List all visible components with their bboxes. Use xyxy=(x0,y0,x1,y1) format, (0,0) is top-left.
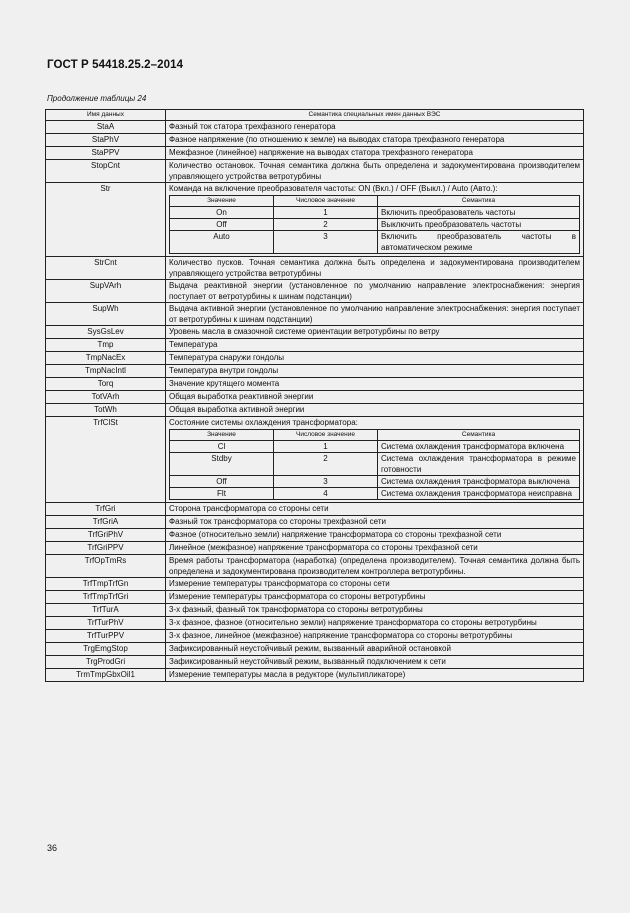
semantics-text: 3-х фазный, фазный ток трансформатора со стороны ветротурбины xyxy=(169,605,423,614)
data-name-cell: SupVArh xyxy=(46,280,166,303)
data-name-cell: TrgEmgStop xyxy=(46,643,166,656)
data-names-table xyxy=(45,109,584,682)
numeric-value-cell: 3 xyxy=(274,476,378,488)
table-row xyxy=(46,529,584,542)
semantics-text: Выдача активной энергии (установленное по умолчанию направление электроснабжения: энергия поступает от ветротурбины к шинам подстанции) xyxy=(169,304,580,324)
sub-row xyxy=(170,441,580,453)
table-row xyxy=(46,578,584,591)
semantics-cell xyxy=(166,147,584,160)
sub-header-value: Значение xyxy=(170,196,274,207)
semantics-text: Межфазное (линейное) напряжение на выводах статора трехфазного генератора xyxy=(169,148,473,157)
semantics-cell xyxy=(166,257,584,280)
table-row xyxy=(46,391,584,404)
sub-row xyxy=(170,207,580,219)
data-name-cell: TrfTmpTrfGri xyxy=(46,591,166,604)
table-row xyxy=(46,669,584,682)
table-row xyxy=(46,147,584,160)
semantics-cell xyxy=(166,134,584,147)
semantics-text: Температура xyxy=(169,340,218,349)
table-row xyxy=(46,630,584,643)
table-row xyxy=(46,516,584,529)
table-row xyxy=(46,339,584,352)
semantics-cell xyxy=(166,391,584,404)
table-row xyxy=(46,542,584,555)
table-row xyxy=(46,417,584,503)
table-row xyxy=(46,404,584,417)
table-row xyxy=(46,160,584,183)
sub-header-numeric: Числовое значение xyxy=(274,430,378,441)
semantics-cell xyxy=(166,669,584,682)
semantics-text: Команда на включение преобразователя частоты: ON (Вкл.) / OFF (Выкл.) / Auto (Авто.): xyxy=(169,184,498,193)
semantics-cell xyxy=(166,503,584,516)
value-cell: Flt xyxy=(170,488,274,500)
sub-header-semantics: Семантика xyxy=(378,196,580,207)
table-row xyxy=(46,257,584,280)
table-row xyxy=(46,365,584,378)
data-name-cell: Tmp xyxy=(46,339,166,352)
sub-row xyxy=(170,219,580,231)
semantics-cell xyxy=(166,326,584,339)
semantics-cell xyxy=(166,604,584,617)
semantics-cell xyxy=(166,643,584,656)
semantics-text: Фазное (относительно земли) напряжение трансформатора со стороны трехфазной сети xyxy=(169,530,502,539)
data-name-cell: TrmTmpGbxOil1 xyxy=(46,669,166,682)
table-body xyxy=(46,121,584,682)
numeric-value-cell: 3 xyxy=(274,231,378,254)
numeric-value-cell: 4 xyxy=(274,488,378,500)
semantics-cell xyxy=(166,417,584,503)
numeric-value-cell: 2 xyxy=(274,453,378,476)
data-name-cell: TrfClSt xyxy=(46,417,166,503)
semantics-cell xyxy=(166,516,584,529)
semantics-cell xyxy=(166,352,584,365)
table-row xyxy=(46,352,584,365)
sub-row xyxy=(170,476,580,488)
semantics-text: Количество пусков. Точная семантика должна быть определена и задокументирована производителем управляющего устройства ветротурбины xyxy=(169,258,580,278)
value-cell: Off xyxy=(170,476,274,488)
value-cell: On xyxy=(170,207,274,219)
semantics-text: Линейное (межфазное) напряжение трансформатора со стороны трехфазной сети xyxy=(169,543,478,552)
table-row xyxy=(46,121,584,134)
sub-header-value: Значение xyxy=(170,430,274,441)
semantics-text: Состояние системы охлаждения трансформатора: xyxy=(169,418,358,427)
value-semantics-cell: Включить преобразователь частоты в автоматическом режиме xyxy=(378,231,580,254)
data-name-cell: SupWh xyxy=(46,303,166,326)
table-row xyxy=(46,617,584,630)
sub-header-numeric: Числовое значение xyxy=(274,196,378,207)
semantics-text: Общая выработка реактивной энергии xyxy=(169,392,314,401)
sub-row xyxy=(170,231,580,254)
semantics-cell xyxy=(166,303,584,326)
value-semantics-cell: Система охлаждения трансформатора неисправна xyxy=(378,488,580,500)
semantics-text: 3-х фазное, фазное (относительно земли) напряжение трансформатора со стороны ветротурбины xyxy=(169,618,537,627)
data-name-cell: TotWh xyxy=(46,404,166,417)
data-name-cell: StrCnt xyxy=(46,257,166,280)
table-row xyxy=(46,555,584,578)
table-row xyxy=(46,303,584,326)
data-name-cell: TmpNacEx xyxy=(46,352,166,365)
semantics-cell xyxy=(166,280,584,303)
semantics-text: Фазный ток трансформатора со стороны трехфазной сети xyxy=(169,517,386,526)
value-cell: Cl xyxy=(170,441,274,453)
semantics-cell xyxy=(166,378,584,391)
data-name-cell: TmpNacIntl xyxy=(46,365,166,378)
semantics-text: Фазное напряжение (по отношению к земле) на выводах статора трехфазного генератора xyxy=(169,135,505,144)
table-row xyxy=(46,183,584,257)
semantics-text: Выдача реактивной энергии (установленное по умолчанию направление электроснабжения: энергия поступает от ветротурбины к шинам подстанции) xyxy=(169,281,580,301)
data-name-cell: TotVArh xyxy=(46,391,166,404)
semantics-cell xyxy=(166,555,584,578)
table-row xyxy=(46,656,584,669)
standard-header: ГОСТ Р 54418.25.2–2014 xyxy=(47,59,184,71)
semantics-text: Время работы трансформатора (наработка) (определена производителем). Точная семантика должна быть определена и задокументирована производителем контроллера ветротурбины. xyxy=(169,556,580,576)
data-name-cell: SysGsLev xyxy=(46,326,166,339)
table-header-row xyxy=(46,110,584,121)
numeric-value-cell: 1 xyxy=(274,207,378,219)
sub-row xyxy=(170,453,580,476)
table-row xyxy=(46,643,584,656)
semantics-cell xyxy=(166,591,584,604)
sub-header-row xyxy=(170,430,580,441)
semantics-cell xyxy=(166,404,584,417)
semantics-text: Значение крутящего момента xyxy=(169,379,280,388)
semantics-text: Измерение температуры масла в редукторе (мультипликаторе) xyxy=(169,670,406,679)
semantics-cell xyxy=(166,529,584,542)
numeric-value-cell: 2 xyxy=(274,219,378,231)
data-name-cell: Torq xyxy=(46,378,166,391)
value-enumeration-table xyxy=(169,429,580,500)
semantics-cell xyxy=(166,578,584,591)
value-semantics-cell: Система охлаждения трансформатора включена xyxy=(378,441,580,453)
data-name-cell: TrfGriPPV xyxy=(46,542,166,555)
data-name-cell: TrfOpTmRs xyxy=(46,555,166,578)
value-semantics-cell: Включить преобразователь частоты xyxy=(378,207,580,219)
sub-row xyxy=(170,488,580,500)
data-name-cell: TrfTmpTrfGn xyxy=(46,578,166,591)
column-header-semantics: Семантика специальных имен данных ВЭС xyxy=(166,110,584,121)
sub-header-semantics: Семантика xyxy=(378,430,580,441)
semantics-text: Общая выработка активной энергии xyxy=(169,405,305,414)
data-name-cell: Str xyxy=(46,183,166,257)
data-name-cell: TrfGriA xyxy=(46,516,166,529)
value-cell: Stdby xyxy=(170,453,274,476)
semantics-text: Температура снаружи гондолы xyxy=(169,353,285,362)
semantics-cell xyxy=(166,160,584,183)
semantics-text: Зафиксированный неустойчивый режим, вызванный аварийной остановкой xyxy=(169,644,451,653)
page-number: 36 xyxy=(47,843,58,853)
semantics-cell xyxy=(166,121,584,134)
data-name-cell: TrfTurPPV xyxy=(46,630,166,643)
semantics-text: Уровень масла в смазочной системе ориентации ветротурбины по ветру xyxy=(169,327,440,336)
semantics-text: Зафиксированный неустойчивый режим, вызванный подключением к сети xyxy=(169,657,446,666)
data-name-cell: StaPhV xyxy=(46,134,166,147)
semantics-cell xyxy=(166,365,584,378)
table-row xyxy=(46,134,584,147)
data-name-cell: TrfTurA xyxy=(46,604,166,617)
semantics-text: Сторона трансформатора со стороны сети xyxy=(169,504,329,513)
data-name-cell: TrgProdGri xyxy=(46,656,166,669)
table-row xyxy=(46,326,584,339)
value-semantics-cell: Система охлаждения трансформатора в режиме готовности xyxy=(378,453,580,476)
table-row xyxy=(46,280,584,303)
semantics-text: Количество остановок. Точная семантика должна быть определена и задокументирована производителем управляющего устройства ветротурбины xyxy=(169,161,580,181)
value-cell: Auto xyxy=(170,231,274,254)
value-enumeration-table xyxy=(169,195,580,254)
semantics-text: Измерение температуры трансформатора со стороны ветротурбины xyxy=(169,592,426,601)
semantics-text: Измерение температуры трансформатора со стороны сети xyxy=(169,579,390,588)
table-row xyxy=(46,503,584,516)
table-row xyxy=(46,591,584,604)
table-caption: Продолжение таблицы 24 xyxy=(47,94,147,103)
semantics-cell xyxy=(166,617,584,630)
table-row xyxy=(46,604,584,617)
sub-header-row xyxy=(170,196,580,207)
value-semantics-cell: Система охлаждения трансформатора выключена xyxy=(378,476,580,488)
data-name-cell: StaPPV xyxy=(46,147,166,160)
semantics-text: Фазный ток статора трехфазного генератора xyxy=(169,122,336,131)
table-row xyxy=(46,378,584,391)
data-name-cell: TrfGriPhV xyxy=(46,529,166,542)
semantics-cell xyxy=(166,630,584,643)
value-semantics-cell: Выключить преобразователь частоты xyxy=(378,219,580,231)
semantics-cell xyxy=(166,542,584,555)
semantics-text: 3-х фазное, линейное (межфазное) напряжение трансформатора со стороны ветротурбины xyxy=(169,631,513,640)
data-name-cell: TrfGri xyxy=(46,503,166,516)
data-name-cell: StopCnt xyxy=(46,160,166,183)
semantics-text: Температура внутри гондолы xyxy=(169,366,279,375)
data-name-cell: StaA xyxy=(46,121,166,134)
semantics-cell xyxy=(166,339,584,352)
semantics-cell xyxy=(166,656,584,669)
data-name-cell: TrfTurPhV xyxy=(46,617,166,630)
value-cell: Off xyxy=(170,219,274,231)
column-header-name: Имя данных xyxy=(46,110,166,121)
semantics-cell xyxy=(166,183,584,257)
numeric-value-cell: 1 xyxy=(274,441,378,453)
